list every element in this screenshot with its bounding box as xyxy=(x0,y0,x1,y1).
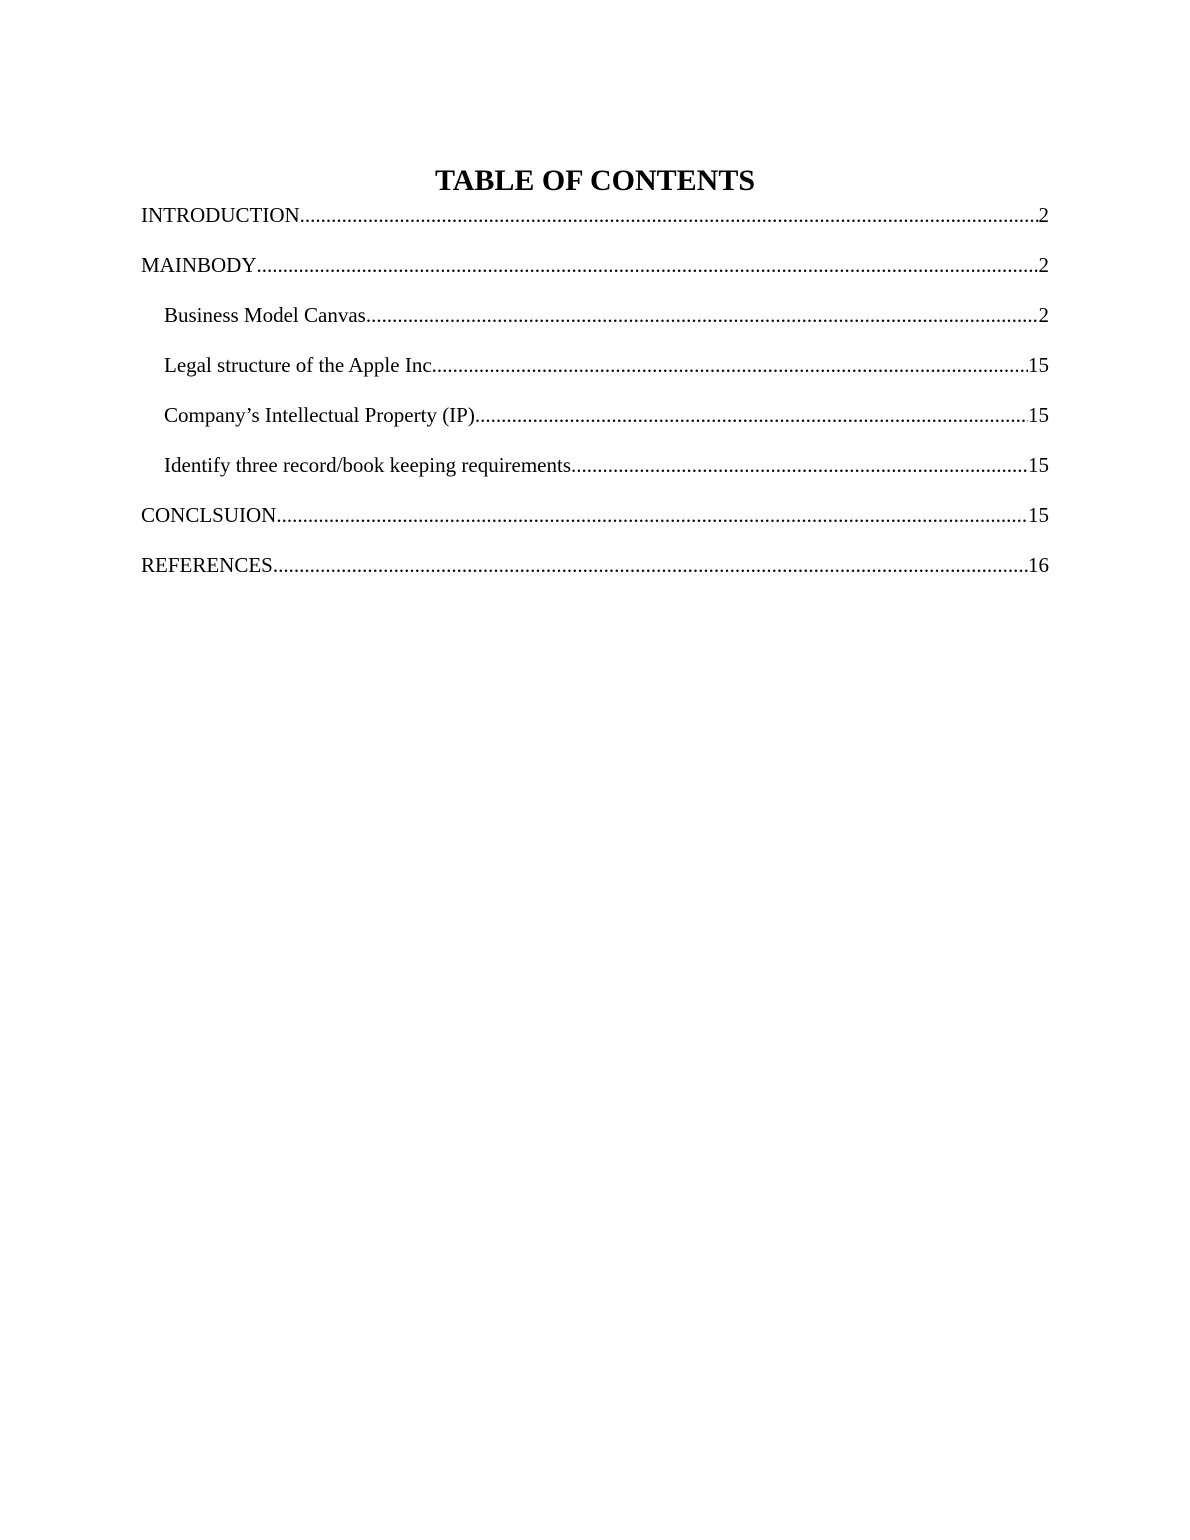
toc-entry-page: 2 xyxy=(1038,203,1049,227)
toc-entry-label: CONCLSUION xyxy=(141,503,277,527)
toc-dot-leader xyxy=(571,450,1028,480)
toc-entry-references[interactable] xyxy=(141,550,1049,600)
toc-entry-label: REFERENCES xyxy=(141,553,273,577)
toc-entry-page: 15 xyxy=(1028,453,1049,477)
toc-entry-page: 2 xyxy=(1038,253,1049,277)
toc-entry-business-model-canvas[interactable] xyxy=(141,300,1049,350)
toc-heading: TABLE OF CONTENTS xyxy=(434,164,756,197)
toc-dot-leader xyxy=(432,350,1028,380)
toc-entry-page: 15 xyxy=(1028,353,1049,377)
toc-entry-label: Identify three record/book keeping requirements xyxy=(164,453,572,477)
toc-entry-label: Legal structure of the Apple Inc xyxy=(164,353,432,377)
toc-entry-introduction[interactable] xyxy=(141,200,1049,250)
toc-dot-leader xyxy=(300,200,1039,230)
toc-entry-page: 2 xyxy=(1038,303,1049,327)
toc-dot-leader xyxy=(273,550,1028,580)
toc-dot-leader xyxy=(276,500,1028,530)
toc-entry-legal-structure[interactable] xyxy=(141,350,1049,400)
toc-dot-leader xyxy=(257,250,1039,280)
toc-entry-label: Business Model Canvas xyxy=(164,303,366,327)
toc-entry-label: INTRODUCTION xyxy=(141,203,300,227)
toc-entry-label: Company’s Intellectual Property (IP) xyxy=(164,403,475,427)
toc-entry-page: 15 xyxy=(1028,403,1049,427)
toc-list xyxy=(141,200,1049,600)
toc-entry-conclusion[interactable] xyxy=(141,500,1049,550)
toc-entry-page: 16 xyxy=(1028,553,1049,577)
toc-entry-mainbody[interactable] xyxy=(141,250,1049,300)
toc-dot-leader xyxy=(366,300,1039,330)
toc-entry-intellectual-property[interactable] xyxy=(141,400,1049,450)
toc-entry-bookkeeping-requirements[interactable] xyxy=(141,450,1049,500)
toc-entry-label: MAINBODY xyxy=(141,253,257,277)
toc-dot-leader xyxy=(475,400,1028,430)
toc-entry-page: 15 xyxy=(1028,503,1049,527)
